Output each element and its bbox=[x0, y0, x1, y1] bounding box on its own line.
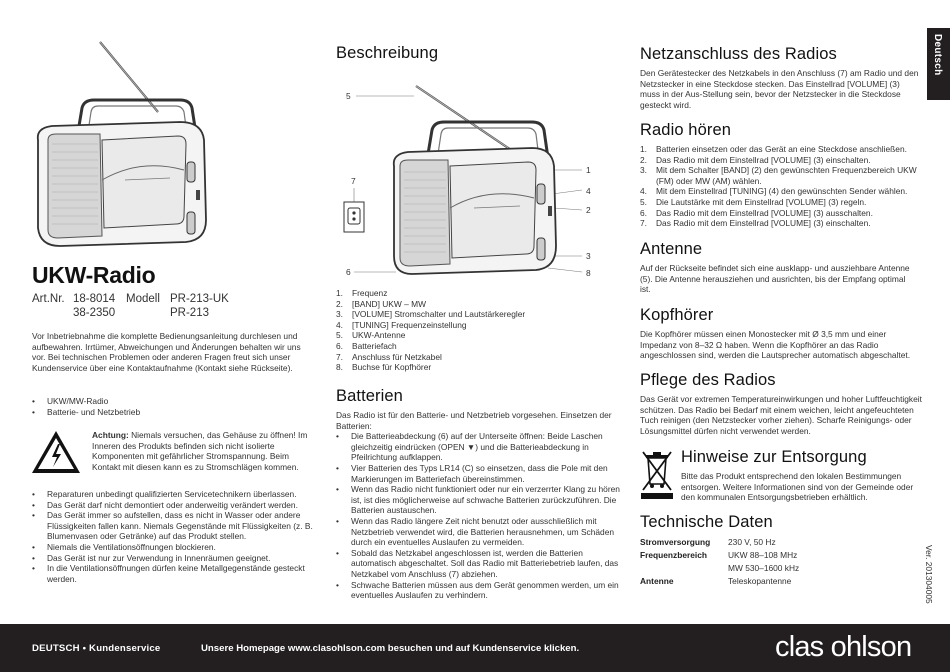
list-item: • Wenn das Radio nicht funktioniert oder nur ein verzerrter Klang zu hören ist, ist dies möglicherweise auf schwache Batterien zurückzuführen. Die Batterien austauschen. bbox=[336, 484, 620, 516]
callout-8: 8 bbox=[586, 268, 591, 278]
list-item: 1. Batterien einsetzen oder das Gerät an eine Steckdose anschließen. bbox=[640, 144, 907, 154]
netz-text: Den Gerätestecker des Netzkabels in den Anschluss (7) am Radio und den Netzstecker in eine Steckdose stecken. Das Einstellrad [VOLUME] (3) muss in der Aus-Stellung sein, bevor der Netzstecker in die Steckdose gesteckt wird. bbox=[640, 68, 919, 110]
warning-text bbox=[92, 430, 314, 472]
technik-section bbox=[640, 513, 900, 588]
list-item: • Sobald das Netzkabel angeschlossen ist, werden die Batterien automatisch abgeschaltet. Soll das Radio mit Batteriebetrieb laufen, das Netzkabel vom Anschluss (7) abziehen. bbox=[336, 547, 619, 579]
entsorgung-text: Bitte das Produkt entsprechend den lokalen Bestimmungen entsorgen. Weitere Informationen sind von der Gemeinde oder den kommunalen Entsorgungsbetrieben erhältlich. bbox=[681, 471, 914, 503]
list-item: 4. Mit dem Einstellrad [TUNING] (4) den gewünschten Sender wählen. bbox=[640, 186, 908, 197]
list-item: • UKW/MW-Radio bbox=[32, 396, 109, 406]
language-tab-label: Deutsch bbox=[932, 34, 943, 76]
callout-7: 7 bbox=[351, 176, 356, 186]
hoeren-heading: Radio hören bbox=[640, 121, 731, 139]
list-item: • Das Gerät immer so aufstellen, dass es nicht in Wasser oder andere Flüssigkeiten fallen kann. Niemals Gegenstände mit Flüssigkeiten (z. B. Blumenvasen oder Getränke) auf das Produkt stellen. bbox=[32, 510, 313, 542]
language-tab bbox=[927, 28, 950, 100]
list-item: 7. Anschluss für Netzkabel bbox=[336, 351, 442, 362]
table-row: Antenne Teleskopantenne bbox=[640, 576, 792, 586]
list-item: 6. Batteriefach bbox=[336, 340, 397, 351]
intro-text: Vor Inbetriebnahme die komplette Bedienungsanleitung durchlesen und aufbewahren. Irrtümer, Abweichungen und Änderungen behalten wir uns vor. Bei technischen Problemen oder anderen Fragen freut sich unser Kundenservice über eine Kontaktaufnahme (Kontakt siehe Rückseite). bbox=[32, 331, 301, 373]
radio-illustration bbox=[30, 40, 210, 255]
kopfhoerer-text: Die Kopfhörer müssen einen Monostecker mit Ø 3,5 mm und einer Impedanz von 8–32 Ω haben. Wenn die Kopfhörer an das Radio angeschlossen sind, werden die Lautsprecher automatisch abgeschaltet. bbox=[640, 329, 911, 361]
callout-6: 6 bbox=[346, 267, 351, 277]
batterien-intro: Das Radio ist für den Batterie- und Netzbetrieb vorgesehen. Einsetzen der Batterien: bbox=[336, 410, 612, 431]
parts-list bbox=[336, 288, 616, 373]
callout-5: 5 bbox=[346, 91, 351, 101]
version-label: Ver. 201304005 bbox=[924, 545, 934, 604]
callout-3: 3 bbox=[586, 251, 591, 261]
netz-section bbox=[640, 45, 920, 110]
table-row: Frequenzbereich UKW 88–108 MHz bbox=[640, 550, 798, 560]
list-item: • Schwache Batterien müssen aus dem Gerät genommen werden, um ein eventuelles Auslaufen zu verhindern. bbox=[336, 579, 619, 601]
list-item: 5. UKW-Antenne bbox=[336, 330, 406, 341]
list-item: • Die Batterieabdeckung (6) auf der Unterseite öffnen: Beide Laschen gleichzeitig eindrücken (OPEN ▼) und die Batterieabdeckung in Pfeilrichtung aufklappen. bbox=[336, 431, 603, 463]
weee-bin-icon bbox=[640, 448, 674, 500]
brand-logo: clas ohlson bbox=[775, 631, 912, 663]
list-item: 4. [TUNING] Frequenzeinstellung bbox=[336, 319, 467, 330]
list-item: 8. Buchse für Kopfhörer bbox=[336, 362, 432, 373]
footer-service-label: DEUTSCH • Kundenservice bbox=[32, 643, 161, 654]
list-item: • Reparaturen unbedingt qualifizierten Servicetechnikern überlassen. bbox=[32, 489, 297, 499]
antenne-heading: Antenne bbox=[640, 240, 703, 258]
list-item: • Wenn das Radio längere Zeit nicht benutzt oder ausschließlich mit Netzbetrieb verwendet wird, die Batterien herausnehmen, um Schäden durch ein eventuelles Auslaufen zu vermeiden. bbox=[336, 515, 615, 548]
hoeren-section bbox=[640, 121, 922, 229]
list-item: • Das Gerät darf nicht demontiert oder anderweitig verändert werden. bbox=[32, 499, 298, 510]
pflege-text: Das Gerät vor extremen Temperatureinwirkungen und hoher Luftfeuchtigkeit schützen. Das Radio bei Bedarf mit einem weichen, leicht angefeuchteten Tuch reinigen (den Netzstecker vorher ziehen). Scharfe Reinigungs- oder Lösungsmittel dürfen nicht verwendet werden. bbox=[640, 394, 922, 436]
list-item: • In die Ventilationsöffnungen dürfen keine Metallgegenstände gesteckt werden. bbox=[32, 563, 305, 584]
pflege-section bbox=[640, 371, 924, 436]
list-item: • Batterie- und Netzbetrieb bbox=[32, 406, 141, 417]
callout-1: 1 bbox=[586, 165, 591, 175]
kopfhoerer-heading: Kopfhörer bbox=[640, 306, 714, 324]
list-item: 7. Das Radio mit dem Einstellrad [VOLUME] (3) einschalten. bbox=[640, 218, 871, 229]
list-item: • Vier Batterien des Typs LR14 (C) so einsetzen, dass die Pole mit den Markierungen im Batteriefach übereinstimmen. bbox=[336, 462, 608, 484]
list-item: • Das Gerät ist nur zur Verwendung in Innenräumen geeignet. bbox=[32, 552, 271, 563]
list-item: 2. [BAND] UKW – MW bbox=[336, 298, 426, 309]
warning-body: Niemals versuchen, das Gehäuse zu öffnen! Im Inneren des Produkts befinden sich nicht isolierte Komponenten mit gefährlicher Stromspannung. Beim Kontakt mit diesen kann es zu Stromschlägen kommen. bbox=[92, 430, 308, 472]
kopfhoerer-section bbox=[640, 306, 912, 361]
list-item: 2. Das Radio mit dem Einstellrad [VOLUME] (3) einschalten. bbox=[640, 154, 871, 165]
list-item: 3. [VOLUME] Stromschalter und Lautstärkeregler bbox=[336, 309, 526, 320]
beschreibung-heading: Beschreibung bbox=[336, 44, 439, 62]
batterien-list bbox=[336, 431, 620, 601]
hoeren-list bbox=[640, 144, 922, 229]
model-2: PR-213 bbox=[170, 307, 209, 319]
batterien-section bbox=[336, 387, 620, 601]
list-item: 3. Mit dem Schalter [BAND] (2) den gewünschten Frequenzbereich UKW (FM) oder MW (AM) wählen. bbox=[640, 165, 917, 186]
spec-table bbox=[640, 536, 799, 588]
entsorgung-section bbox=[681, 448, 921, 503]
pflege-heading: Pflege des Radios bbox=[640, 371, 776, 389]
table-row: MW 530–1600 kHz bbox=[728, 563, 800, 573]
list-item: 5. Die Lautstärke mit dem Einstellrad [VOLUME] (3) regeln. bbox=[640, 196, 867, 207]
footer-bar bbox=[0, 624, 950, 672]
article-label: Art.Nr. bbox=[32, 293, 65, 305]
entsorgung-heading: Hinweise zur Entsorgung bbox=[681, 448, 867, 466]
list-item: 1. Frequenz bbox=[336, 288, 388, 298]
list-item: 6. Das Radio mit dem Einstellrad [VOLUME] (3) ausschalten. bbox=[640, 207, 873, 218]
model-1: PR-213-UK bbox=[170, 293, 229, 305]
antenne-text: Auf der Rückseite befindet sich eine ausklapp- und ausziehbare Antenne (5). Die Antenne herausziehen und ausrichten, bis der Empfang optimal ist. bbox=[640, 263, 910, 295]
electric-warning-icon bbox=[31, 430, 81, 474]
callout-4: 4 bbox=[586, 186, 591, 196]
radio-diagram bbox=[336, 78, 606, 284]
feature-list bbox=[32, 396, 312, 417]
list-item: • Niemals die Ventilationsöffnungen blockieren. bbox=[32, 541, 216, 552]
antenne-section bbox=[640, 240, 910, 295]
article-number-2: 38-2350 bbox=[73, 307, 116, 319]
technik-heading: Technische Daten bbox=[640, 513, 773, 531]
table-row: Stromversorgung 230 V, 50 Hz bbox=[640, 537, 776, 547]
batterien-heading: Batterien bbox=[336, 387, 403, 405]
footer-homepage-text: Unsere Homepage www.clasohlson.com besuchen und auf Kundenservice klicken. bbox=[201, 643, 580, 654]
model-label: Modell bbox=[126, 293, 160, 305]
netz-heading: Netzanschluss des Radios bbox=[640, 45, 837, 63]
safety-list bbox=[32, 489, 314, 584]
product-title: UKW-Radio bbox=[32, 262, 156, 288]
callout-2: 2 bbox=[586, 205, 591, 215]
warning-bold: Achtung: bbox=[92, 430, 129, 440]
article-number-1: 18-8014 bbox=[73, 293, 116, 305]
